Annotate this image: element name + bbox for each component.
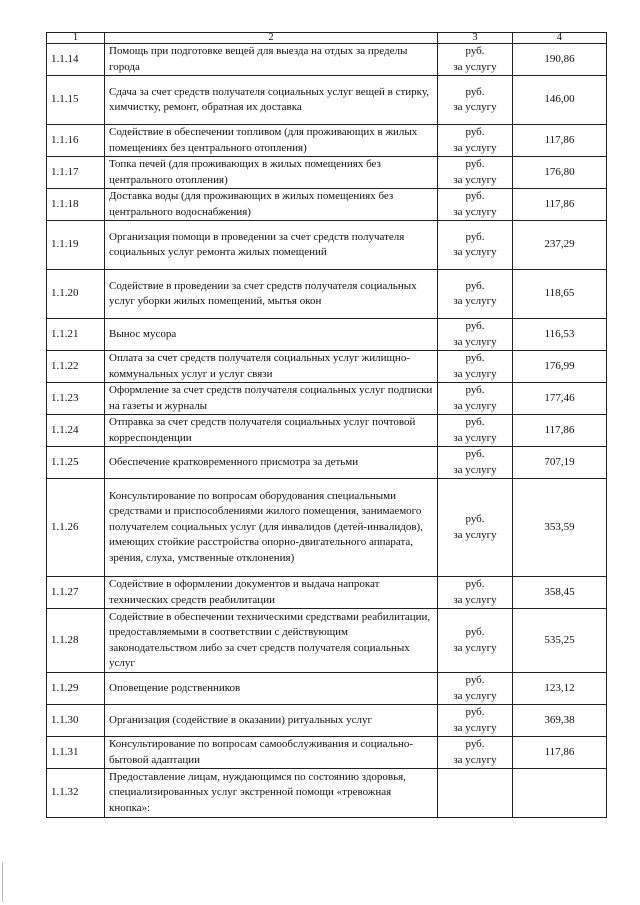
row-number: 1.1.28 bbox=[47, 609, 105, 673]
service-name: Содействие в обеспечении топливом (для проживающих в жилых помещениях без центрального отопления) bbox=[105, 125, 438, 157]
header-row bbox=[47, 33, 607, 44]
table-row bbox=[47, 76, 607, 125]
row-number: 1.1.23 bbox=[47, 383, 105, 415]
row-number: 1.1.29 bbox=[47, 673, 105, 705]
row-number: 1.1.30 bbox=[47, 705, 105, 737]
row-number: 1.1.31 bbox=[47, 737, 105, 769]
unit-label: руб. за услугу bbox=[438, 447, 513, 479]
unit-label: руб. за услугу bbox=[438, 383, 513, 415]
table-row bbox=[47, 125, 607, 157]
service-name: Отправка за счет средств получателя социальных услуг почтовой корреспонденции bbox=[105, 415, 438, 447]
service-name: Оплата за счет средств получателя социальных услуг жилищно-коммунальных услуг и услуг связи bbox=[105, 351, 438, 383]
price-value: 177,46 bbox=[513, 383, 607, 415]
header-cell-3: 3 bbox=[438, 33, 513, 44]
row-number: 1.1.26 bbox=[47, 479, 105, 577]
row-number: 1.1.15 bbox=[47, 76, 105, 125]
unit-label: руб. за услугу bbox=[438, 577, 513, 609]
unit-label: руб. за услугу bbox=[438, 609, 513, 673]
row-number: 1.1.24 bbox=[47, 415, 105, 447]
service-name: Содействие в обеспечении техническими средствами реабилитации, предоставляемыми в соответствии с действующим законодательством либо за счет средств получателя социальных услуг bbox=[105, 609, 438, 673]
table-row bbox=[47, 479, 607, 577]
header-cell-2: 2 bbox=[105, 33, 438, 44]
scan-edge-line bbox=[2, 862, 3, 902]
row-number: 1.1.27 bbox=[47, 577, 105, 609]
unit-label: руб. за услугу bbox=[438, 44, 513, 76]
price-value: 176,80 bbox=[513, 157, 607, 189]
table-row bbox=[47, 189, 607, 221]
service-name: Консультирование по вопросам оборудования специальными средствами и приспособлениями жилого помещения, занимаемого получателем социальных услуг (для инвалидов (детей-инвалидов), имеющих стойкие расстройства опорно-двигательного аппарата, зрения, слуха, умственные отклонения) bbox=[105, 479, 438, 577]
price-value: 369,38 bbox=[513, 705, 607, 737]
row-number: 1.1.19 bbox=[47, 221, 105, 270]
row-number: 1.1.20 bbox=[47, 270, 105, 319]
service-name: Организация помощи в проведении за счет средств получателя социальных услуг ремонта жилых помещений bbox=[105, 221, 438, 270]
price-value: 237,29 bbox=[513, 221, 607, 270]
row-number: 1.1.16 bbox=[47, 125, 105, 157]
unit-label: руб. за услугу bbox=[438, 479, 513, 577]
price-value: 358,45 bbox=[513, 577, 607, 609]
table-row bbox=[47, 673, 607, 705]
price-value: 117,86 bbox=[513, 415, 607, 447]
table-row bbox=[47, 609, 607, 673]
table-row bbox=[47, 351, 607, 383]
row-number: 1.1.25 bbox=[47, 447, 105, 479]
price-value: 353,59 bbox=[513, 479, 607, 577]
service-name: Консультирование по вопросам самообслуживания и социально-бытовой адаптации bbox=[105, 737, 438, 769]
tariff-table bbox=[46, 32, 607, 818]
table-row bbox=[47, 415, 607, 447]
table-row bbox=[47, 447, 607, 479]
service-name: Помощь при подготовке вещей для выезда на отдых за пределы города bbox=[105, 44, 438, 76]
table-row bbox=[47, 221, 607, 270]
service-name: Оповещение родственников bbox=[105, 673, 438, 705]
price-value: 146,00 bbox=[513, 76, 607, 125]
row-number: 1.1.32 bbox=[47, 769, 105, 818]
service-name: Содействие в проведении за счет средств получателя социальных услуг уборки жилых помещений, мытья окон bbox=[105, 270, 438, 319]
price-value: 190,86 bbox=[513, 44, 607, 76]
row-number: 1.1.21 bbox=[47, 319, 105, 351]
price-value: 707,19 bbox=[513, 447, 607, 479]
price-value: 116,53 bbox=[513, 319, 607, 351]
unit-label: руб. за услугу bbox=[438, 319, 513, 351]
unit-label bbox=[438, 769, 513, 818]
unit-label: руб. за услугу bbox=[438, 673, 513, 705]
header-cell-1: 1 bbox=[47, 33, 105, 44]
unit-label: руб. за услугу bbox=[438, 415, 513, 447]
unit-label: руб. за услугу bbox=[438, 351, 513, 383]
table-row bbox=[47, 577, 607, 609]
table-row bbox=[47, 705, 607, 737]
service-name: Сдача за счет средств получателя социальных услуг вещей в стирку, химчистку, ремонт, обратная их доставка bbox=[105, 76, 438, 125]
row-number: 1.1.17 bbox=[47, 157, 105, 189]
service-name: Содействие в оформлении документов и выдача напрокат технических средств реабилитации bbox=[105, 577, 438, 609]
service-name: Обеспечение кратковременного присмотра за детьми bbox=[105, 447, 438, 479]
unit-label: руб. за услугу bbox=[438, 270, 513, 319]
unit-label: руб. за услугу bbox=[438, 157, 513, 189]
unit-label: руб. за услугу bbox=[438, 705, 513, 737]
price-value: 118,65 bbox=[513, 270, 607, 319]
header-cell-4: 4 bbox=[513, 33, 607, 44]
service-name: Топка печей (для проживающих в жилых помещениях без центрального отопления) bbox=[105, 157, 438, 189]
service-name: Предоставление лицам, нуждающимся по состоянию здоровья, специализированных услуг экстренной помощи «тревожная кнопка»: bbox=[105, 769, 438, 818]
unit-label: руб. за услугу bbox=[438, 189, 513, 221]
row-number: 1.1.22 bbox=[47, 351, 105, 383]
table-row bbox=[47, 270, 607, 319]
service-name: Оформление за счет средств получателя социальных услуг подписки на газеты и журналы bbox=[105, 383, 438, 415]
price-value: 117,86 bbox=[513, 189, 607, 221]
table-row bbox=[47, 769, 607, 818]
table-row bbox=[47, 157, 607, 189]
unit-label: руб. за услугу bbox=[438, 737, 513, 769]
unit-label: руб. за услугу bbox=[438, 76, 513, 125]
price-value bbox=[513, 769, 607, 818]
service-name: Доставка воды (для проживающих в жилых помещениях без центрального водоснабжения) bbox=[105, 189, 438, 221]
table-row bbox=[47, 319, 607, 351]
price-value: 123,12 bbox=[513, 673, 607, 705]
unit-label: руб. за услугу bbox=[438, 221, 513, 270]
row-number: 1.1.18 bbox=[47, 189, 105, 221]
price-value: 117,86 bbox=[513, 125, 607, 157]
table-row bbox=[47, 44, 607, 76]
price-value: 535,25 bbox=[513, 609, 607, 673]
service-name: Организация (содействие в оказании) ритуальных услуг bbox=[105, 705, 438, 737]
service-name: Вынос мусора bbox=[105, 319, 438, 351]
table-row bbox=[47, 737, 607, 769]
unit-label: руб. за услугу bbox=[438, 125, 513, 157]
price-value: 117,86 bbox=[513, 737, 607, 769]
row-number: 1.1.14 bbox=[47, 44, 105, 76]
price-value: 176,99 bbox=[513, 351, 607, 383]
table-row bbox=[47, 383, 607, 415]
